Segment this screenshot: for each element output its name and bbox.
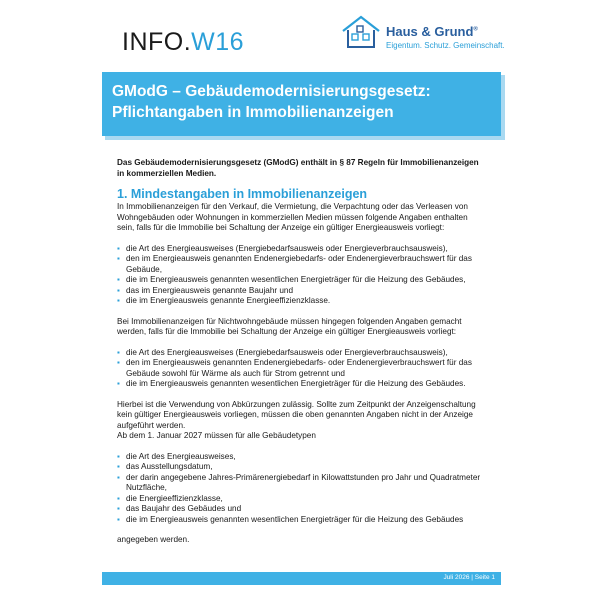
list-item: ▪ das im Energieausweis genannte Baujahr und [117, 286, 481, 297]
paragraph-2: Bei Immobilienanzeigen für Nichtwohngebäude müssen hingegen folgenden Angaben gemacht werden, falls für die Immobilie bei Schaltung der Anzeige ein gültiger Energieausweis vorliegt: [117, 316, 462, 336]
list-item: ▪ das Baujahr des Gebäudes und [117, 504, 481, 515]
title-code: W16 [191, 28, 245, 56]
paragraph-5: angegeben werden. [117, 535, 190, 544]
list-item: ▪ die Art des Energieausweises (Energiebedarfsausweis oder Energieverbrauchsausweis), [117, 244, 481, 255]
list-item: ▪ die im Energieausweis genannten wesentlichen Energieträger für die Heizung des Gebäudes, [117, 275, 481, 286]
list-item: ▪ das Ausstellungsdatum, [117, 462, 481, 473]
list-item: ▪ die Energieeffizienzklasse, [117, 494, 481, 505]
list-from-2027 [117, 452, 481, 526]
list-item: ▪ die Art des Energieausweises (Energiebedarfsausweis oder Energieverbrauchsausweis), [117, 348, 481, 359]
page-footer [102, 572, 501, 585]
footer-page-info: Juli 2026 | Seite 1 [443, 574, 495, 581]
paragraph-1: In Immobilienanzeigen für den Verkauf, die Vermietung, die Verpachtung oder das Verleasen von Wohngebäuden oder Wohnungen in kommerziellen Medien müssen folgende Angaben enthalten sein, falls für die Immobilie bei Schaltung der Anzeige ein gültiger Energieausweis vorliegt: [117, 202, 468, 232]
house-logo-icon [340, 14, 382, 50]
banner-title-line-2: Pflichtangaben in Immobilienanzeigen [112, 104, 394, 121]
paragraph-3: Hierbei ist die Verwendung von Abkürzungen zulässig. Sollte zum Zeitpunkt der Anzeigenschaltung kein gültiger Energieausweis vorliegen, müssen die oben genannten Angaben nicht in der Anzeige aufgeführt werden. [117, 399, 476, 430]
document-title [122, 28, 244, 57]
list-item: ▪ die Art des Energieausweises, [117, 452, 481, 463]
haus-und-grund-logo [340, 14, 510, 54]
title-prefix: INFO. [122, 28, 192, 56]
list-non-residential [117, 348, 481, 390]
brand-name: Haus & Grund® [386, 24, 478, 39]
brand-slogan: Eigentum. Schutz. Gemeinschaft. [386, 41, 505, 50]
list-item: ▪ die im Energieausweis genannte Energieeffizienzklasse. [117, 296, 481, 307]
document-body [117, 158, 481, 546]
list-item: ▪ die im Energieausweis genannten wesentlichen Energieträger für die Heizung des Gebäudes [117, 515, 481, 526]
list-item: ▪ den im Energieausweis genannten Endenergiebedarfs- oder Endenergieverbrauchswert für das Gebäude sowohl für Wärme als auch für Strom getrennt und [117, 358, 481, 379]
list-residential [117, 244, 481, 307]
intro-paragraph: Das Gebäudemodernisierungsgesetz (GModG) enthält in § 87 Regeln für Immobilienanzeigen in kommerziellen Medien. [117, 158, 479, 178]
banner-title-line-1: GModG – Gebäudemodernisierungsgesetz: [112, 83, 431, 100]
paragraph-4: Ab dem 1. Januar 2027 müssen für alle Gebäudetypen [117, 431, 316, 440]
banner-title [112, 81, 497, 123]
list-item: ▪ die im Energieausweis genannten wesentlichen Energieträger für die Heizung des Gebäudes. [117, 379, 481, 390]
list-item: ▪ den im Energieausweis genannten Endenergiebedarfs- oder Endenergieverbrauchswert für das Gebäude, [117, 254, 481, 275]
list-item: ▪ der darin angegebene Jahres-Primärenergiebedarf in Kilowattstunden pro Jahr und Quadratmeter Nutzfläche, [117, 473, 481, 494]
section-1-heading: 1. Mindestangaben in Immobilienanzeigen [117, 187, 368, 201]
title-banner [102, 72, 501, 136]
